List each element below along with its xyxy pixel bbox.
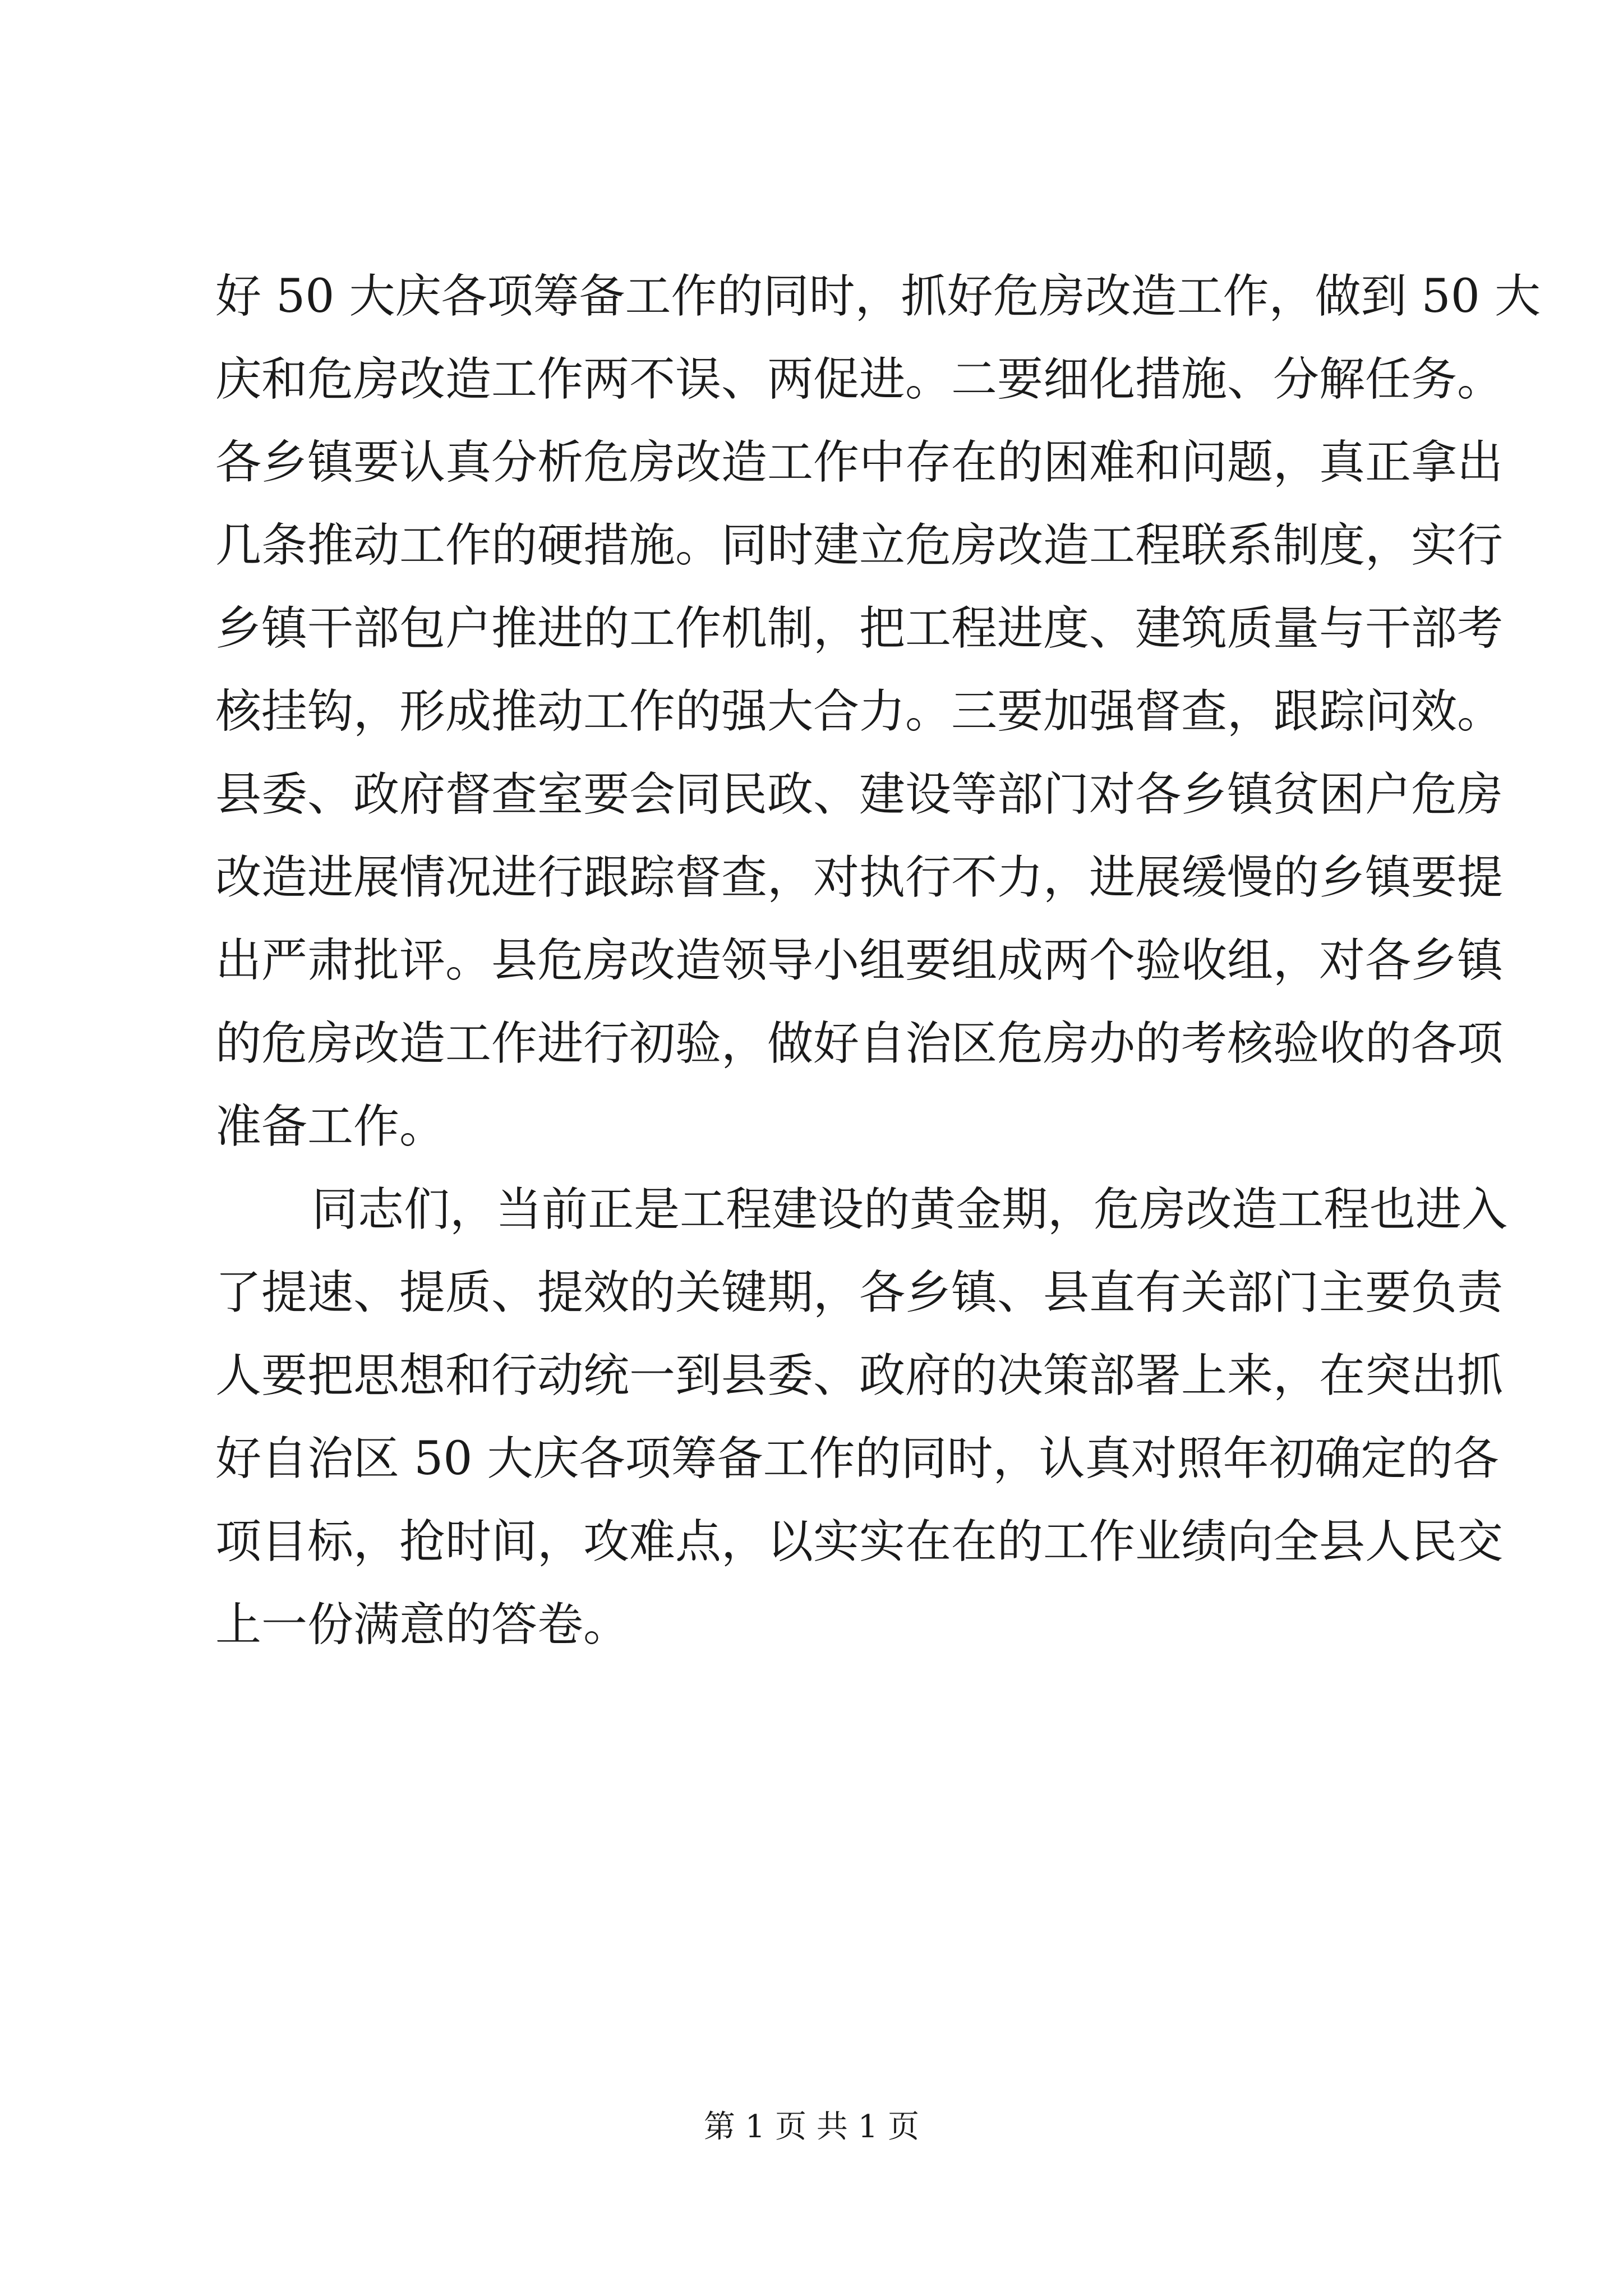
text-line: 人要把思想和行动统一到县委、政府的决策部署上来，在突出抓 xyxy=(215,1349,1504,1402)
page-footer xyxy=(0,2105,1623,2150)
text-line: 县委、政府督查室要会同民政、建设等部门对各乡镇贫困户危房 xyxy=(215,768,1504,821)
text-line: 准备工作。 xyxy=(215,1100,446,1153)
text-line: 各乡镇要认真分析危房改造工作中存在的困难和问题，真正拿出 xyxy=(215,436,1504,489)
text-line: 庆和危房改造工作两不误、两促进。二要细化措施、分解任务。 xyxy=(215,353,1504,406)
text-line: 上一份满意的答卷。 xyxy=(215,1598,630,1651)
text-line: 同志们，当前正是工程建设的黄金期，危房改造工程也进入 xyxy=(312,1183,1508,1236)
text-line: 核挂钩，形成推动工作的强大合力。三要加强督查，跟踪问效。 xyxy=(215,685,1504,738)
text-line: 项目标，抢时间，攻难点，以实实在在的工作业绩向全县人民交 xyxy=(215,1515,1504,1568)
text-line: 乡镇干部包户推进的工作机制，把工程进度、建筑质量与干部考 xyxy=(215,602,1504,655)
text-line: 好自治区 50 大庆各项筹备工作的同时，认真对照年初确定的各 xyxy=(215,1432,1499,1485)
text-line: 了提速、提质、提效的关键期，各乡镇、县直有关部门主要负责 xyxy=(215,1266,1504,1319)
paragraph-2 xyxy=(215,1168,1508,1667)
text-line: 好 50 大庆各项筹备工作的同时，抓好危房改造工作，做到 50 大 xyxy=(215,270,1541,323)
text-line: 出严肃批评。县危房改造领导小组要组成两个验收组，对各乡镇 xyxy=(215,934,1504,987)
text-line: 改造进展情况进行跟踪督查，对执行不力，进展缓慢的乡镇要提 xyxy=(215,851,1504,904)
page-number-label: 第 1 页 共 1 页 xyxy=(703,2109,920,2145)
paragraph-1 xyxy=(215,255,1541,1168)
document-body xyxy=(215,255,1541,1667)
text-line: 的危房改造工作进行初验，做好自治区危房办的考核验收的各项 xyxy=(215,1017,1504,1070)
text-line: 几条推动工作的硬措施。同时建立危房改造工程联系制度，实行 xyxy=(215,519,1504,572)
